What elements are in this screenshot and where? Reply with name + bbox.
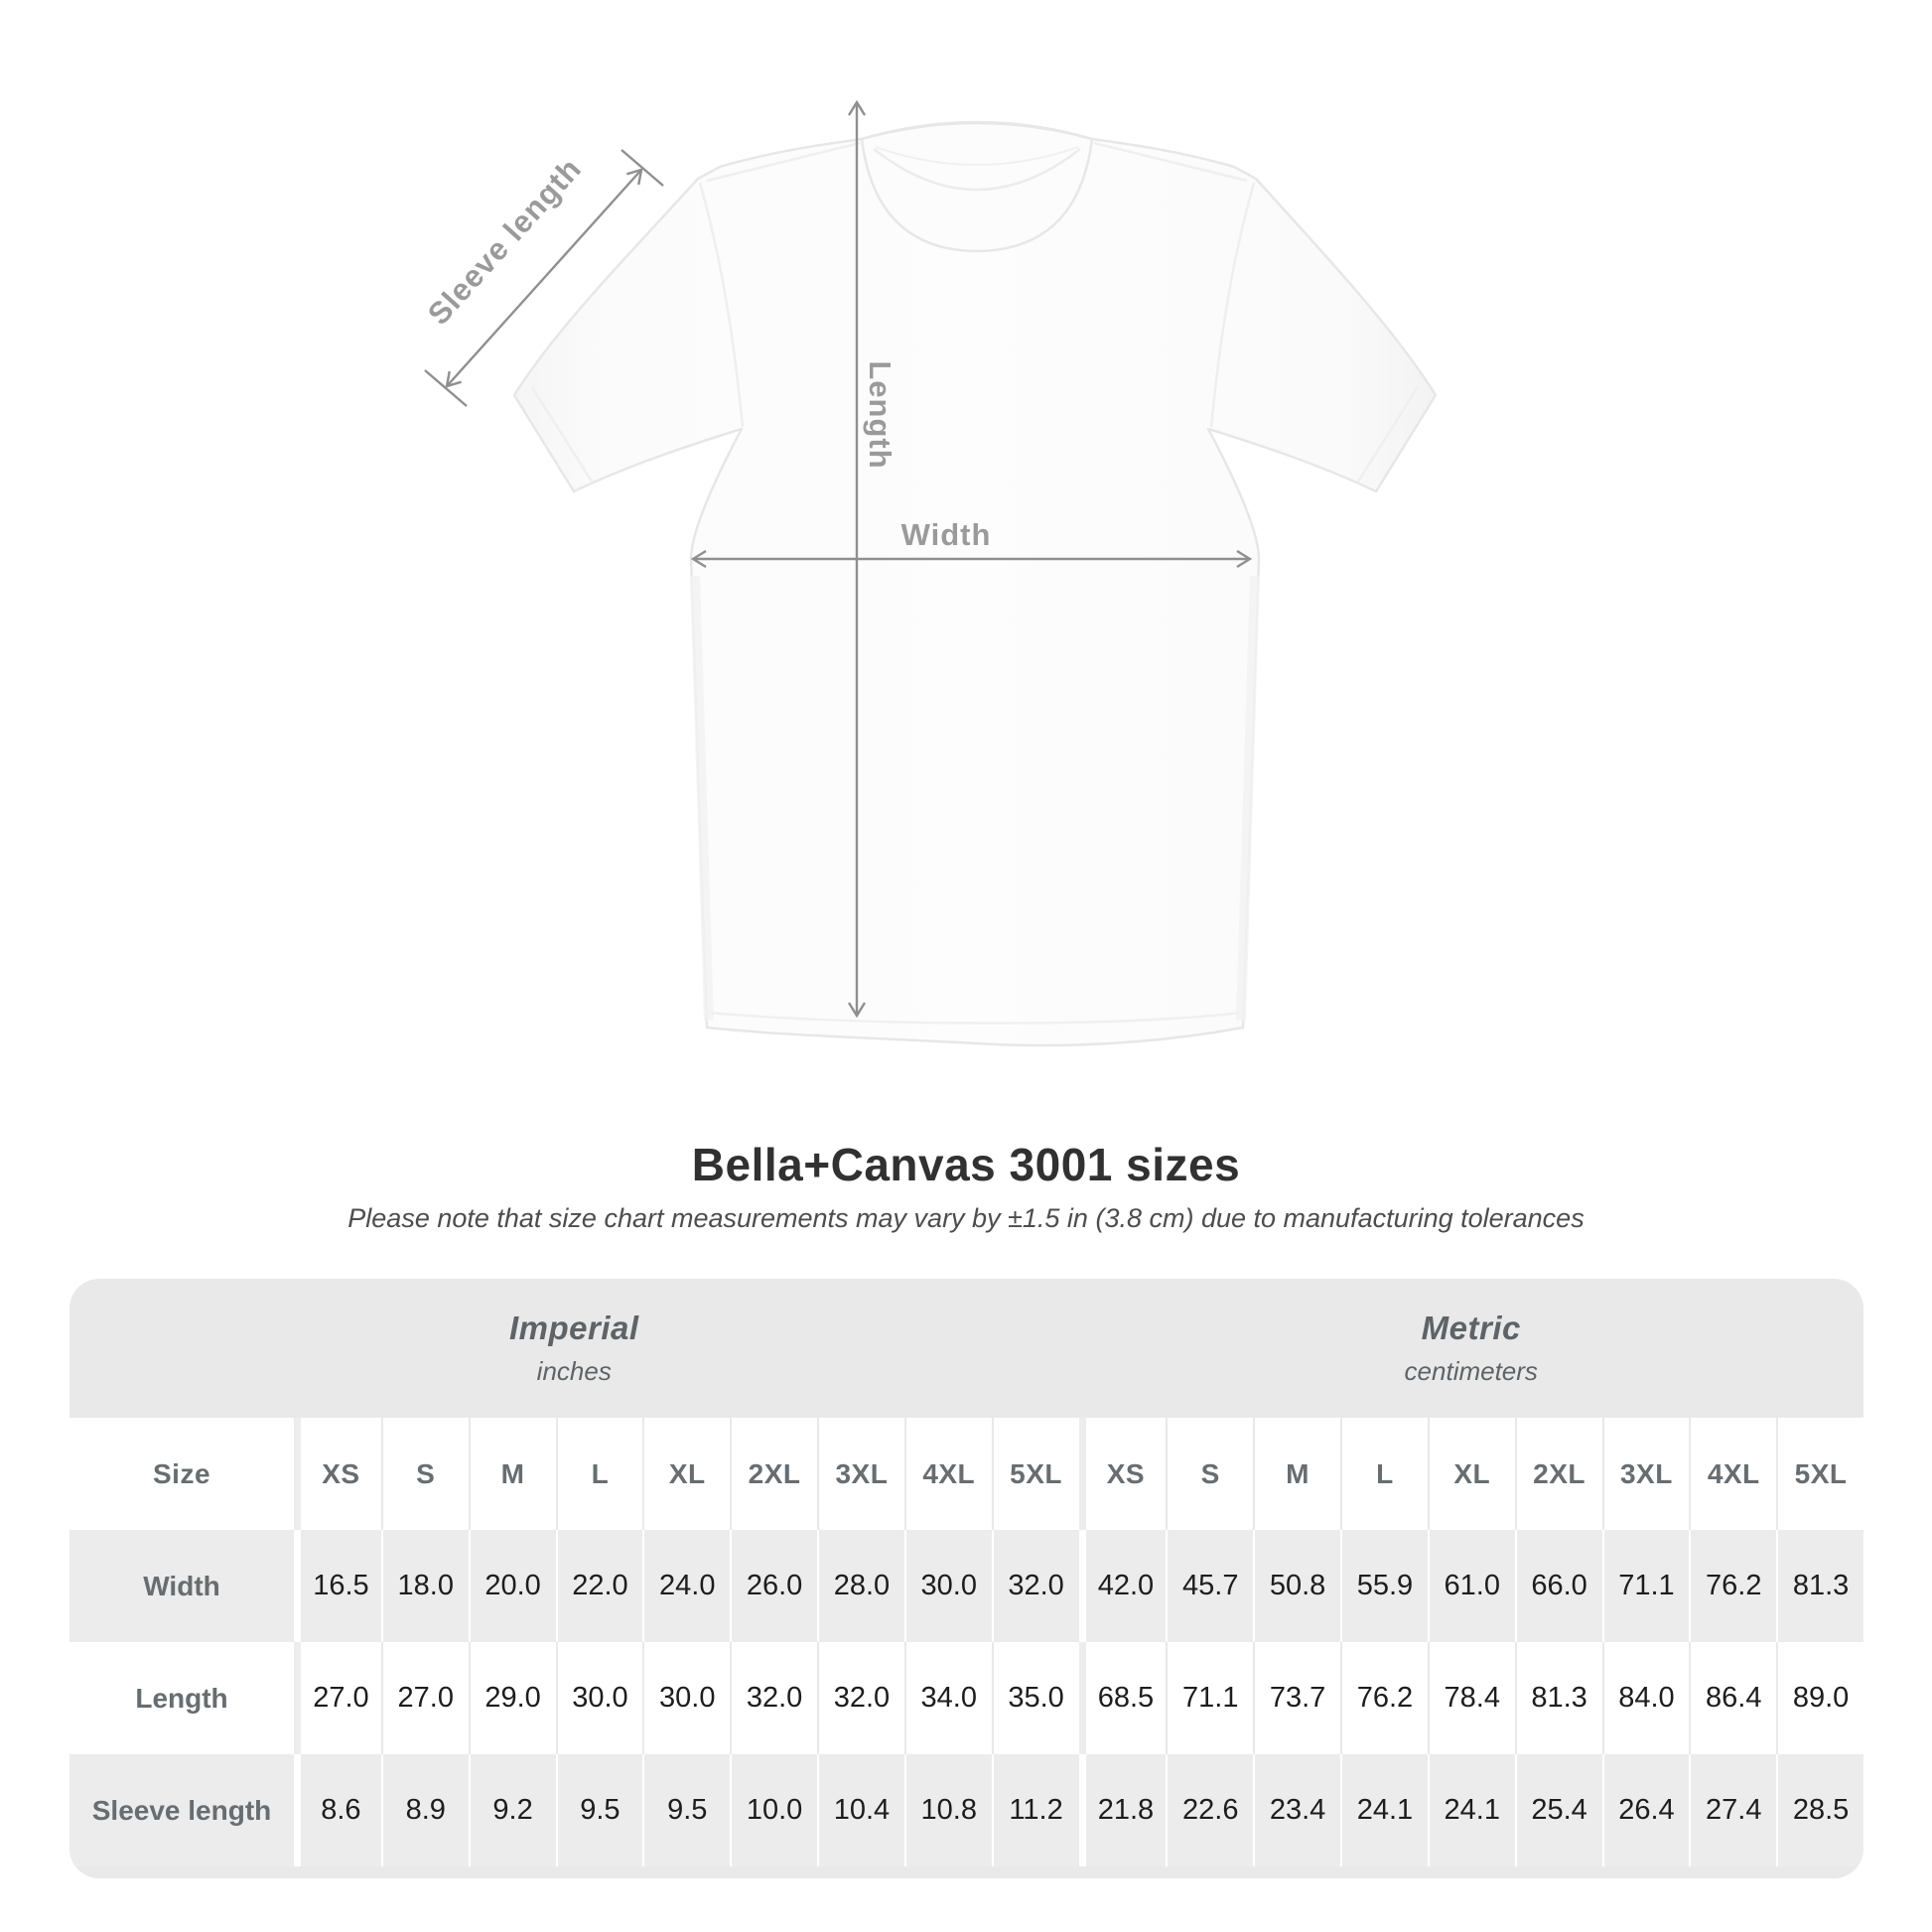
row-label: Width (143, 1570, 220, 1601)
value-cell: 26.4 (1602, 1754, 1690, 1866)
value-cell: 27.4 (1689, 1754, 1776, 1866)
size-header: XS (1079, 1418, 1167, 1530)
size-header: 2XL (1515, 1418, 1602, 1530)
size-header: M (1253, 1418, 1340, 1530)
value-cell: 55.9 (1340, 1530, 1428, 1642)
value-cell: 22.6 (1166, 1754, 1253, 1866)
table-header-row (69, 1418, 1863, 1530)
size-header: XL (642, 1418, 730, 1530)
value-cell: 50.8 (1253, 1530, 1340, 1642)
length-label: Length (863, 360, 897, 470)
value-cell: 76.2 (1689, 1530, 1776, 1642)
value-cell: 10.4 (817, 1754, 904, 1866)
value-cell: 35.0 (992, 1642, 1079, 1754)
value-cell: 42.0 (1079, 1530, 1167, 1642)
value-cell: 21.8 (1079, 1754, 1167, 1866)
value-cell: 9.5 (642, 1754, 730, 1866)
value-cell: 73.7 (1253, 1642, 1340, 1754)
value-cell: 22.0 (556, 1530, 643, 1642)
size-column-header: Size (152, 1457, 211, 1489)
value-cell: 34.0 (904, 1642, 992, 1754)
value-cell: 24.1 (1428, 1754, 1515, 1866)
value-cell: 24.1 (1340, 1754, 1428, 1866)
size-header: 3XL (1602, 1418, 1690, 1530)
value-cell: 78.4 (1428, 1642, 1515, 1754)
imperial-group-header (69, 1279, 1079, 1418)
value-cell: 32.0 (992, 1530, 1079, 1642)
tolerance-note: Please note that size chart measurements may vary by ±1.5 in (3.8 cm) due to manufacturing tolerances (347, 1203, 1585, 1233)
size-header: L (556, 1418, 643, 1530)
size-chart-table (69, 1279, 1863, 1878)
value-cell: 84.0 (1602, 1642, 1690, 1754)
value-cell: 30.0 (642, 1642, 730, 1754)
value-cell: 8.9 (381, 1754, 469, 1866)
width-label: Width (900, 517, 992, 552)
value-cell: 9.5 (556, 1754, 643, 1866)
tshirt-outline (514, 122, 1436, 1045)
value-cell: 71.1 (1166, 1642, 1253, 1754)
value-cell: 71.1 (1602, 1530, 1690, 1642)
value-cell: 66.0 (1515, 1530, 1602, 1642)
value-cell: 10.8 (904, 1754, 992, 1866)
value-cell: 18.0 (381, 1530, 469, 1642)
value-cell: 28.0 (817, 1530, 904, 1642)
metric-label: Metric (1421, 1310, 1521, 1346)
value-cell: 89.0 (1776, 1642, 1863, 1754)
size-header: 5XL (992, 1418, 1079, 1530)
page-title: Bella+Canvas 3001 sizes (691, 1139, 1241, 1190)
table-row-length (69, 1642, 1863, 1754)
value-cell: 81.3 (1776, 1530, 1863, 1642)
size-header: 2XL (730, 1418, 817, 1530)
metric-unit-label: centimeters (1404, 1356, 1538, 1386)
value-cell: 76.2 (1340, 1642, 1428, 1754)
value-cell: 32.0 (730, 1642, 817, 1754)
value-cell: 32.0 (817, 1642, 904, 1754)
row-label: Sleeve length (91, 1794, 272, 1826)
value-cell: 10.0 (730, 1754, 817, 1866)
value-cell: 8.6 (294, 1754, 381, 1866)
tshirt-illustration (514, 122, 1436, 1045)
value-cell: 86.4 (1689, 1642, 1776, 1754)
imperial-label: Imperial (508, 1310, 639, 1346)
size-header: S (381, 1418, 469, 1530)
value-cell: 25.4 (1515, 1754, 1602, 1866)
value-cell: 16.5 (294, 1530, 381, 1642)
value-cell: 24.0 (642, 1530, 730, 1642)
size-header: L (1340, 1418, 1428, 1530)
sleeve-dimension-tick-end (621, 150, 663, 186)
metric-group-header (1079, 1279, 1864, 1418)
value-cell: 28.5 (1776, 1754, 1863, 1866)
value-cell: 29.0 (469, 1642, 556, 1754)
sleeve-length-label: Sleeve length (420, 151, 589, 332)
value-cell: 11.2 (992, 1754, 1079, 1866)
value-cell: 30.0 (904, 1530, 992, 1642)
value-cell: 45.7 (1166, 1530, 1253, 1642)
imperial-unit-label: inches (536, 1356, 612, 1386)
value-cell: 30.0 (556, 1642, 643, 1754)
value-cell: 27.0 (294, 1642, 381, 1754)
table-row-width (69, 1530, 1863, 1642)
size-header: 5XL (1776, 1418, 1863, 1530)
value-cell: 26.0 (730, 1530, 817, 1642)
value-cell: 27.0 (381, 1642, 469, 1754)
value-cell: 61.0 (1428, 1530, 1515, 1642)
table-row-sleeve-length (69, 1754, 1863, 1866)
sleeve-dimension-tick-start (425, 370, 467, 406)
value-cell: 9.2 (469, 1754, 556, 1866)
size-header: 4XL (904, 1418, 992, 1530)
value-cell: 81.3 (1515, 1642, 1602, 1754)
size-header: XL (1428, 1418, 1515, 1530)
size-header: M (469, 1418, 556, 1530)
value-cell: 20.0 (469, 1530, 556, 1642)
unit-group-band (69, 1279, 1863, 1418)
row-label: Length (135, 1682, 228, 1714)
size-header: XS (294, 1418, 381, 1530)
size-header: 3XL (817, 1418, 904, 1530)
value-cell: 23.4 (1253, 1754, 1340, 1866)
value-cell: 68.5 (1079, 1642, 1167, 1754)
size-header: 4XL (1689, 1418, 1776, 1530)
size-header: S (1166, 1418, 1253, 1530)
